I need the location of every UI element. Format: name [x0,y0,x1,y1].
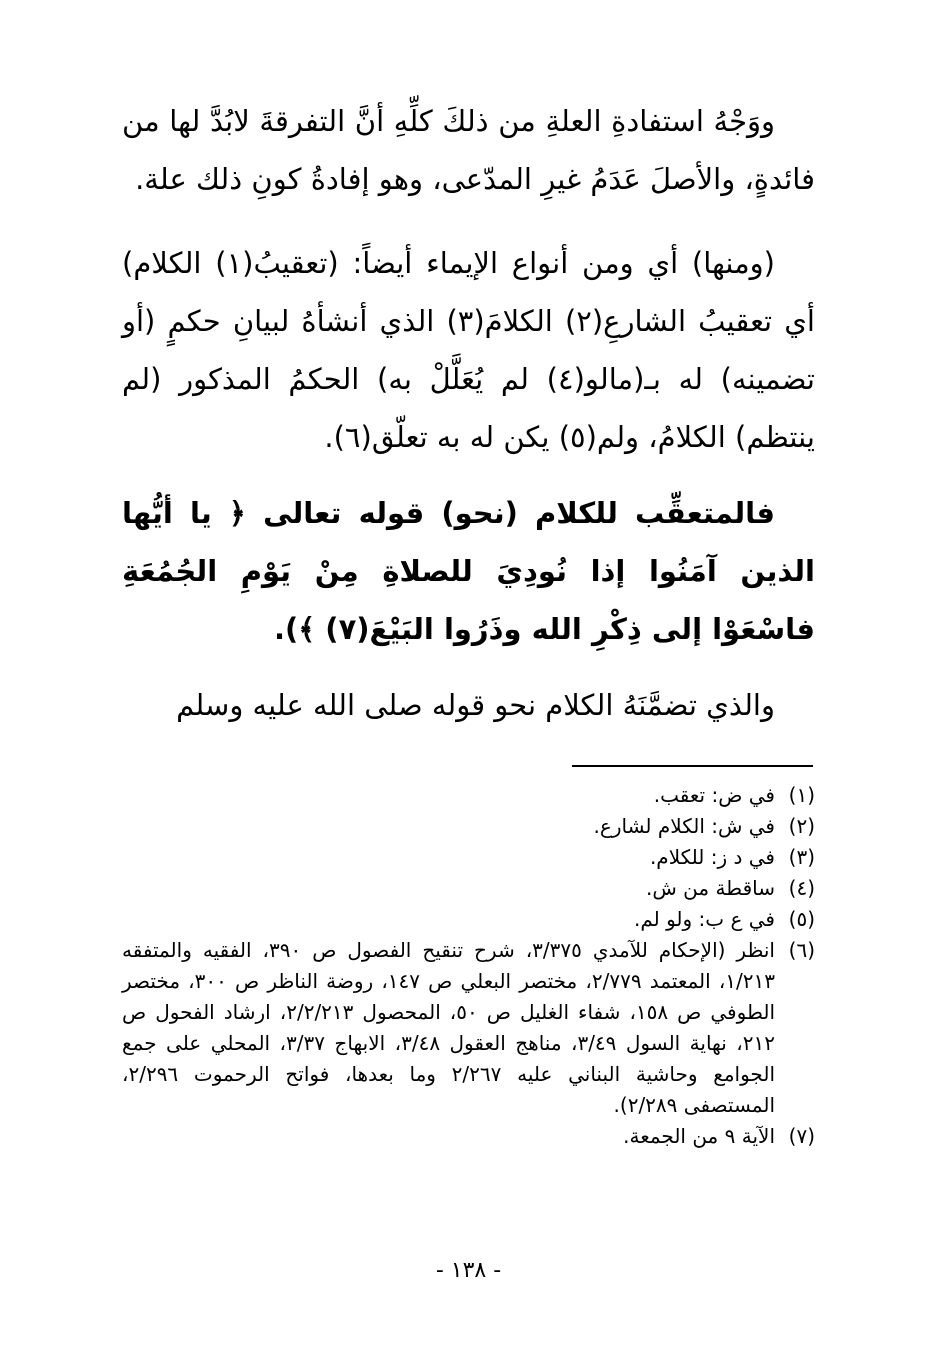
footnote-text: في ض: تعقب. [653,783,775,807]
footnote-text: في ش: الكلام لشارع. [593,814,775,838]
footnote-1 [122,780,815,811]
footnote-number: (٤) [788,876,815,900]
paragraph-quran-verse: فالمتعقِّب للكلام (نحو) قوله تعالى ﴿ يا أيُّها الذين آمَنُوا إذا نُودِيَ للصلاةِ مِنْ يَوْمِ الجُمُعَةِ فاسْعَوْا إلى ذِكْرِ الله وذَرُوا البَيْعَ(٧) ﴾). [122,496,815,646]
footnote-number: (١) [788,783,815,807]
footnote-7 [122,1121,815,1152]
footnote-4 [122,873,815,904]
footnote-number: (٧) [788,1124,815,1148]
paragraph-taqib: (ومنها) أي ومن أنواع الإيماء أيضاً: (تعقيبُ(١) الكلام) أي تعقيبُ الشارعِ(٢) الكلامَ(٣) الذي أنشأهُ لبيانِ حكمٍ (أو تضمينه) له بـ(مالو(٤) لم يُعَلَّلْ به) الحكمُ المذكور (لم ينتظم) الكلامُ، ولم(٥) يكن له به تعلّق(٦). [122,246,815,454]
footnote-text: في د ز: للكلام. [649,845,775,869]
footnote-number: (٢) [788,814,815,838]
paragraph-hadith-intro: والذي تضمَّنَهُ الكلام نحو قوله صلى الله عليه وسلم [176,688,775,722]
footnote-number: (٦) [788,938,815,962]
footnote-separator [572,765,813,767]
footnote-2 [122,811,815,842]
footnote-text: الآية ٩ من الجمعة. [623,1124,775,1148]
footnote-5 [122,904,815,935]
footnote-text: ساقطة من ش. [646,876,775,900]
main-text [122,92,815,734]
footnote-text: في ع ب: ولو لم. [633,907,775,931]
footnote-number: (٣) [788,845,815,869]
footnote-6 [122,935,815,1121]
footnote-text: انظر (الإحكام للآمدي ٣/٣٧٥، شرح تنقيح الفصول ص ٣٩٠، الفقيه والمتفقه ١/٢١٣، المعتمد ٢/٧٧٩، مختصر البعلي ص ١٤٧، روضة الناظر ص ٣٠٠، مختصر الطوفي ص ١٥٨، شفاء الغليل ص ٥٠، المحصول ٢/٢/٢١٣، ارشاد الفحول ص ٢١٢، نهاية السول ٣/٤٩، مناهج العقول ٣/٤٨، الابهاج ٣/٣٧، المحلي على جمع الجوامع وحاشية البناني عليه ٢/٢٦٧ وما بعدها، فواتح الرحموت ٢/٢٩٦، المستصفى ٢/٢٨٩). [122,938,775,1117]
footnote-3 [122,842,815,873]
footnotes-list [122,780,815,1152]
page-number: - ١٣٨ - [435,1258,502,1283]
footnote-number: (٥) [788,907,815,931]
paragraph-explanation: ووَجْهُ استفادةِ العلةِ من ذلكَ كلِّهِ أنَّ التفرقةَ لابُدَّ لها من فائدةٍ، والأصلَ عَدَمُ غيرِ المدّعى، وهو إفادةُ كونِ ذلك علة. [122,104,815,196]
